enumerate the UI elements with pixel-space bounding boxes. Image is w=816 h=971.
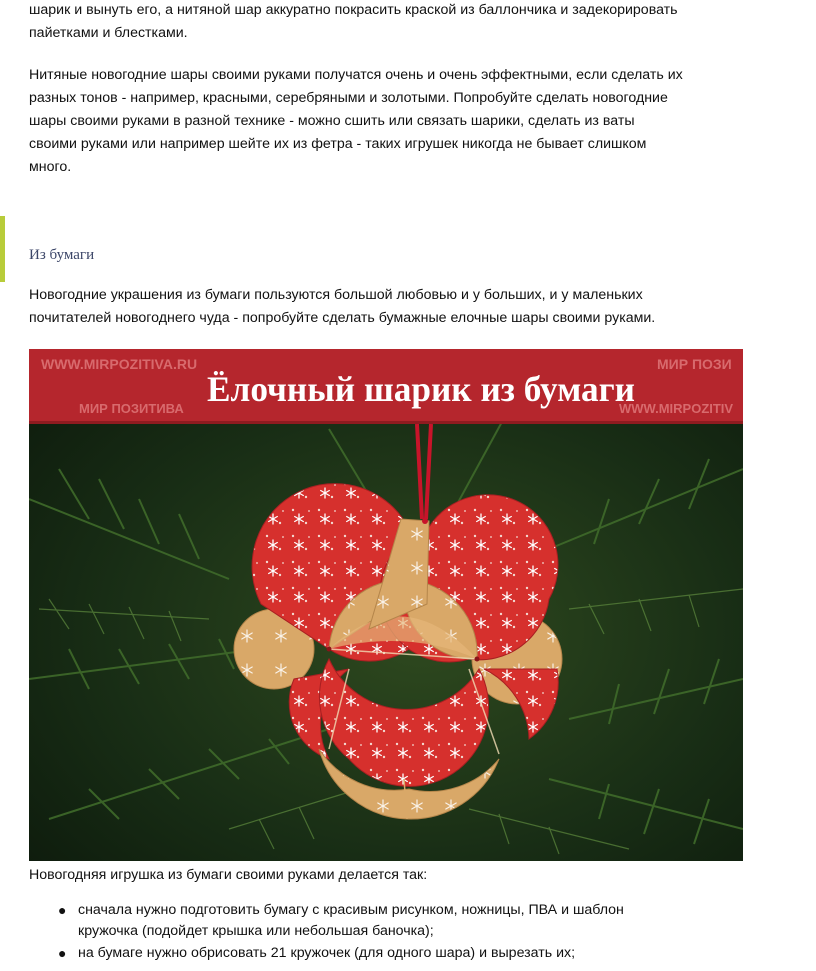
- thread-balls-paragraph: [29, 64, 789, 179]
- list-item: [0, 900, 624, 942]
- watermark-site: WWW.MIRPOZITIVA.RU: [41, 356, 198, 372]
- steps-list: [0, 900, 624, 965]
- text-line: сначала нужно подготовить бумагу с красивым рисунком, ножницы, ПВА и шаблон: [78, 902, 624, 918]
- banner-title: Ёлочный шарик из бумаги: [207, 369, 635, 409]
- text-line: на бумаге нужно обрисовать 21 кружочек (для одного шара) и вырезать их;: [78, 945, 576, 961]
- text-line: своими руками или например шейте их из фетра - таких игрушек никогда не бывает слишком: [29, 136, 647, 152]
- section-heading: Из бумаги: [29, 247, 95, 263]
- text-line: шары своими руками в разной технике - можно сшить или связать шарики, сделать из ваты: [29, 113, 635, 129]
- paper-section-paragraph: [29, 284, 789, 330]
- intro-paragraph: [29, 0, 789, 45]
- watermark-site-right: WWW.MIRPOZITIV: [619, 401, 734, 416]
- section-accent-bar: [0, 216, 5, 282]
- text-line: много.: [29, 159, 72, 175]
- paper-ornament-photo: [29, 349, 743, 861]
- watermark-brand: МИР ПОЗИТИВА: [79, 401, 184, 416]
- text-line: разных тонов - например, красными, серебряными и золотыми. Попробуйте сделать новогодние: [29, 90, 668, 106]
- text-line: Новогодние украшения из бумаги пользуются большой любовью и у больших, и у маленьких: [29, 287, 643, 303]
- text-line: почитателей новогоднего чуда - попробуйте сделать бумажные елочные шары своими руками.: [29, 310, 656, 326]
- watermark-brand-right: МИР ПОЗИ: [657, 356, 732, 372]
- steps-intro: Новогодняя игрушка из бумаги своими руками делается так:: [29, 867, 428, 883]
- text-line: шарик и вынуть его, а нитяной шар аккуратно покрасить краской из баллончика и задекорировать: [29, 2, 678, 18]
- bullet-icon: ●: [58, 902, 67, 918]
- bullet-icon: ●: [58, 945, 67, 961]
- text-line: Нитяные новогодние шары своими руками получатся очень и очень эффектными, если сделать их: [29, 67, 683, 83]
- list-item: [0, 943, 624, 964]
- text-line: кружочка (подойдет крышка или небольшая баночка);: [78, 923, 434, 939]
- text-line: пайетками и блестками.: [29, 25, 188, 41]
